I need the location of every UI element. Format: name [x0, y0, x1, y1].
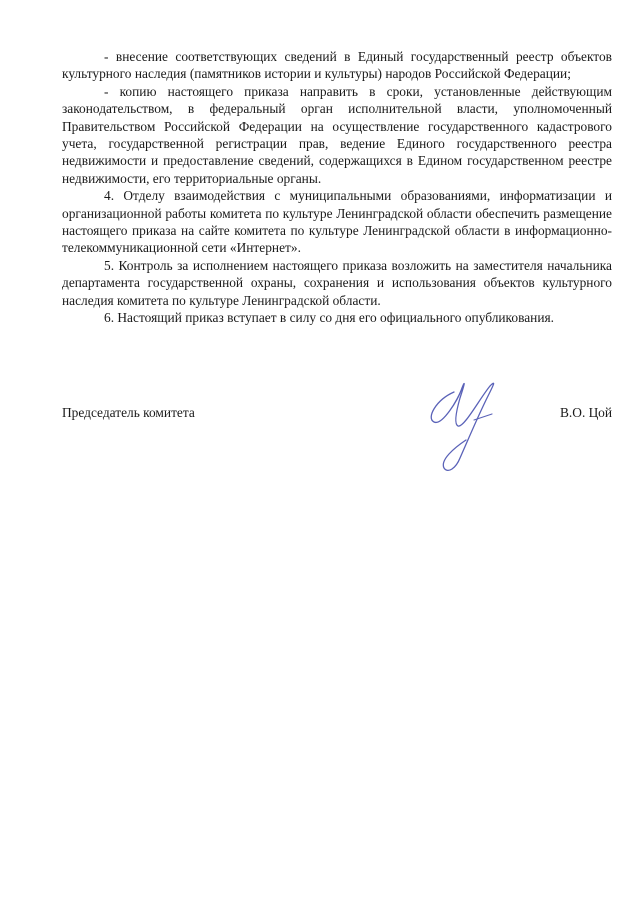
paragraph-copy-distribution: - копию настоящего приказа направить в сроки, установленные действующим законодательством, в федеральный орган исполнительной власти, уполномоченный Правительством Российской Федерации на осуществление государственного кадастрового учета, государственной регистрации прав, ведение Единого государственного реестра недвижимости и предоставление сведений, содержащихся в Едином государственном реестре недвижимости, его территориальные органы.: [62, 83, 612, 186]
paragraph-item-4-publication: 4. Отделу взаимодействия с муниципальными образованиями, информатизации и организационной работы комитета по культуре Ленинградской области обеспечить размещение настоящего приказа на сайте комитета по культуре Ленинградской области в информационно-телекоммуникационной сети «Интернет».: [62, 188, 612, 256]
paragraph-registry-entry: - внесение соответствующих сведений в Единый государственный реестр объектов культурного наследия (памятников истории и культуры) народов Российской Федерации;: [62, 49, 612, 82]
paragraph-item-6-effective: 6. Настоящий приказ вступает в силу со дня его официального опубликования.: [104, 310, 554, 326]
signature-block: [62, 396, 612, 486]
paragraph-item-5-control: 5. Контроль за исполнением настоящего приказа возложить на заместителя начальника департамента государственной охраны, сохранения и использования объектов культурного наследия комитета по культуре Ленинградской области.: [62, 257, 612, 308]
signatory-name: В.О. Цой: [560, 405, 612, 420]
signatory-title: Председатель комитета: [62, 405, 195, 420]
handwritten-signature: [414, 378, 504, 476]
document-body: [62, 48, 612, 327]
